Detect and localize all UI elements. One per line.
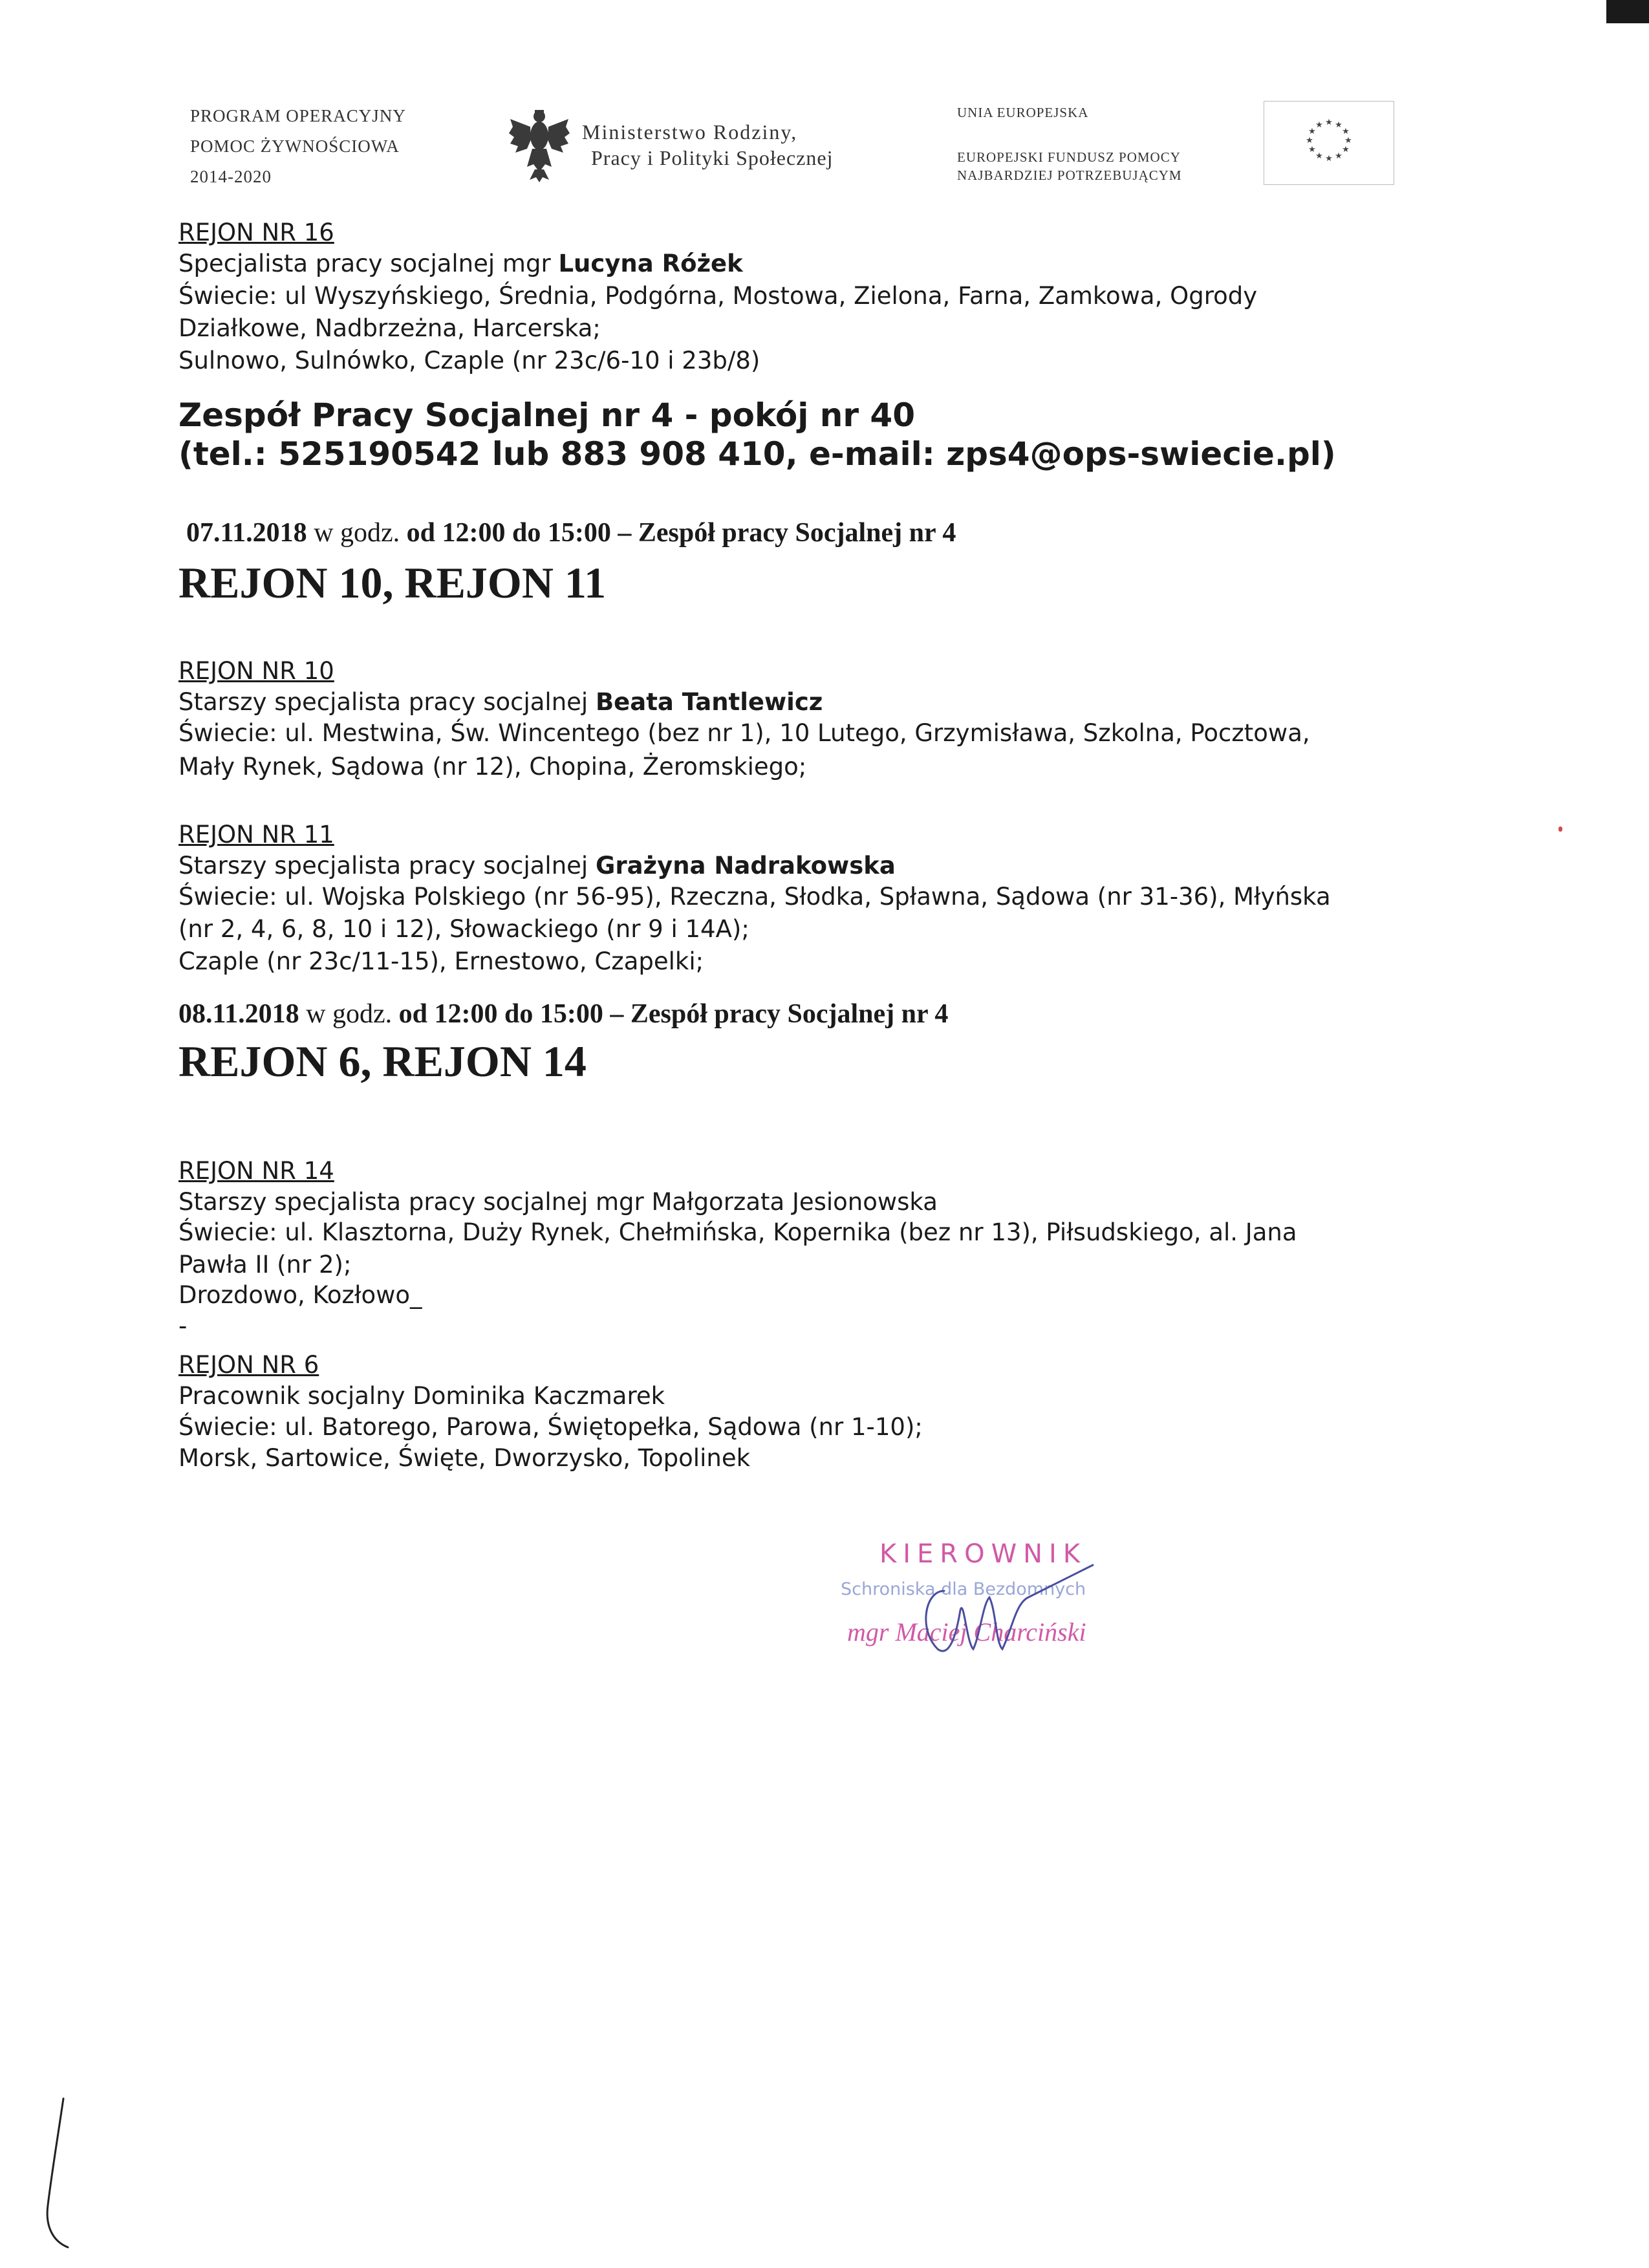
day2-w-godz: w godz. [299, 999, 399, 1029]
day1-time-team: od 12:00 do 15:00 – Zespół pracy Socjalnej nr 4 [406, 518, 956, 548]
team-room: Zespół Pracy Socjalnej nr 4 - pokój nr 40 [178, 396, 915, 434]
rejon14-villages: Drozdowo, Kozłowo_ [178, 1281, 422, 1309]
rejon11-role: Starszy specjalista pracy socjalnej [178, 852, 596, 880]
rejon6-worker: Pracownik socjalny Dominika Kaczmarek [178, 1382, 665, 1410]
team-contact: (tel.: 525190542 lub 883 908 410, e-mail: zps4@ops-swiecie.pl) [178, 435, 1336, 473]
stamp-name: mgr Maciej Charciński [847, 1617, 1086, 1647]
ministry-line-1: Ministerstwo Rodziny, [582, 120, 798, 144]
day2-date: 08.11.2018 [178, 999, 299, 1029]
program-line-3: 2014-2020 [190, 167, 272, 186]
handwritten-margin-mark-icon [39, 2095, 91, 2251]
program-line-2: POMOC ŻYWNOŚCIOWA [190, 136, 400, 156]
rejon16-name: Lucyna Różek [558, 250, 743, 277]
rejon11-streets-1: Świecie: ul. Wojska Polskiego (nr 56-95), Rzeczna, Słodka, Spławna, Sądowa (nr 31-36), Młyńska [178, 883, 1331, 911]
day1-date-line [186, 517, 956, 548]
day2-date-line [178, 999, 948, 1030]
day2-rejony-title: REJON 6, REJON 14 [178, 1037, 587, 1086]
stamp-title: KIEROWNIK [879, 1539, 1087, 1569]
svg-text:★: ★ [1315, 120, 1323, 130]
rejon14-heading: REJON NR 14 [178, 1157, 334, 1185]
team-info [178, 396, 1336, 473]
day1-rejony-title: REJON 10, REJON 11 [178, 558, 607, 607]
rejon16-heading: REJON NR 16 [178, 219, 334, 246]
rejon16-streets-1: Świecie: ul Wyszyńskiego, Średnia, Podgórna, Mostowa, Zielona, Farna, Zamkowa, Ogrody [178, 282, 1258, 310]
svg-text:★: ★ [1335, 151, 1342, 161]
rejon10-worker [178, 686, 823, 719]
scan-red-dot [1558, 826, 1562, 832]
rejon16-streets-2: Działkowe, Nadbrzeżna, Harcerska; [178, 314, 601, 342]
svg-text:★: ★ [1344, 136, 1352, 146]
rejon10-role: Starszy specjalista pracy socjalnej [178, 688, 596, 716]
day1-date: 07.11.2018 [186, 518, 307, 548]
rejon11-streets-2: (nr 2, 4, 6, 8, 10 i 12), Słowackiego (nr 9 i 14A); [178, 915, 749, 943]
svg-text:★: ★ [1325, 154, 1333, 164]
rejon11-heading: REJON NR 11 [178, 821, 334, 848]
rejon14-streets-1: Świecie: ul. Klasztorna, Duży Rynek, Chełmińska, Kopernika (bez nr 13), Piłsudskiego, al. Jana [178, 1218, 1297, 1246]
handwritten-signature-icon [899, 1552, 1106, 1669]
rejon10-streets-1: Świecie: ul. Mestwina, Św. Wincentego (bez nr 1), 10 Lutego, Grzymisława, Szkolna, Pocztowa, [178, 719, 1310, 747]
scan-corner-mark [1606, 0, 1649, 23]
rejon14-dash: - [178, 1312, 188, 1340]
rejon11-villages: Czaple (nr 23c/11-15), Ernestowo, Czapelki; [178, 947, 704, 975]
document-header [175, 91, 1403, 200]
rejon6-streets: Świecie: ul. Batorego, Parowa, Świętopełka, Sądowa (nr 1-10); [178, 1413, 923, 1441]
svg-text:★: ★ [1308, 145, 1316, 155]
day1-w-godz: w godz. [307, 518, 407, 548]
svg-text:★: ★ [1325, 118, 1333, 127]
svg-text:★: ★ [1315, 151, 1323, 161]
rejon6-heading: REJON NR 6 [178, 1351, 319, 1379]
rejon16-role: Specjalista pracy socjalnej mgr [178, 250, 559, 277]
eu-line-2: EUROPEJSKI FUNDUSZ POMOCY [957, 149, 1181, 165]
rejon10-name: Beata Tantlewicz [595, 688, 823, 716]
program-line-1: PROGRAM OPERACYJNY [190, 106, 406, 125]
rejon6-villages: Morsk, Sartowice, Święte, Dworzysko, Topolinek [178, 1444, 751, 1472]
rejon16-worker [178, 247, 743, 281]
svg-text:★: ★ [1308, 127, 1316, 136]
eu-line-1: UNIA EUROPEJSKA [957, 105, 1089, 120]
svg-text:★: ★ [1342, 127, 1350, 136]
eu-fund-text [957, 105, 1182, 184]
rejon11-worker [178, 849, 896, 883]
rejon11-name: Grażyna Nadrakowska [595, 852, 896, 880]
day2-time-team: od 12:00 do 15:00 – Zespół pracy Socjalnej nr 4 [398, 999, 949, 1029]
svg-text:★: ★ [1306, 136, 1313, 146]
stamp-subtitle: Schroniska dla Bezdomnych [841, 1579, 1086, 1599]
rejon10-heading: REJON NR 10 [178, 657, 334, 685]
svg-text:★: ★ [1342, 145, 1350, 155]
ministry-logo [508, 103, 870, 188]
program-logo-text [190, 101, 406, 192]
svg-text:★: ★ [1335, 120, 1342, 130]
eu-line-3: NAJBARDZIEJ POTRZEBUJĄCYM [957, 167, 1182, 183]
eu-stars-flag-icon [1264, 101, 1394, 185]
kierownik-stamp [834, 1539, 1170, 1681]
rejon10-streets-2: Mały Rynek, Sądowa (nr 12), Chopina, Żeromskiego; [178, 753, 807, 781]
rejon16-villages: Sulnowo, Sulnówko, Czaple (nr 23c/6-10 i 23b/8) [178, 347, 760, 374]
eagle-emblem-icon [508, 107, 571, 184]
ministry-line-2: Pracy i Polityki Społecznej [591, 146, 834, 169]
rejon14-worker: Starszy specjalista pracy socjalnej mgr Małgorzata Jesionowska [178, 1188, 938, 1216]
rejon14-streets-2: Pawła II (nr 2); [178, 1251, 352, 1279]
ministry-name [582, 119, 834, 171]
